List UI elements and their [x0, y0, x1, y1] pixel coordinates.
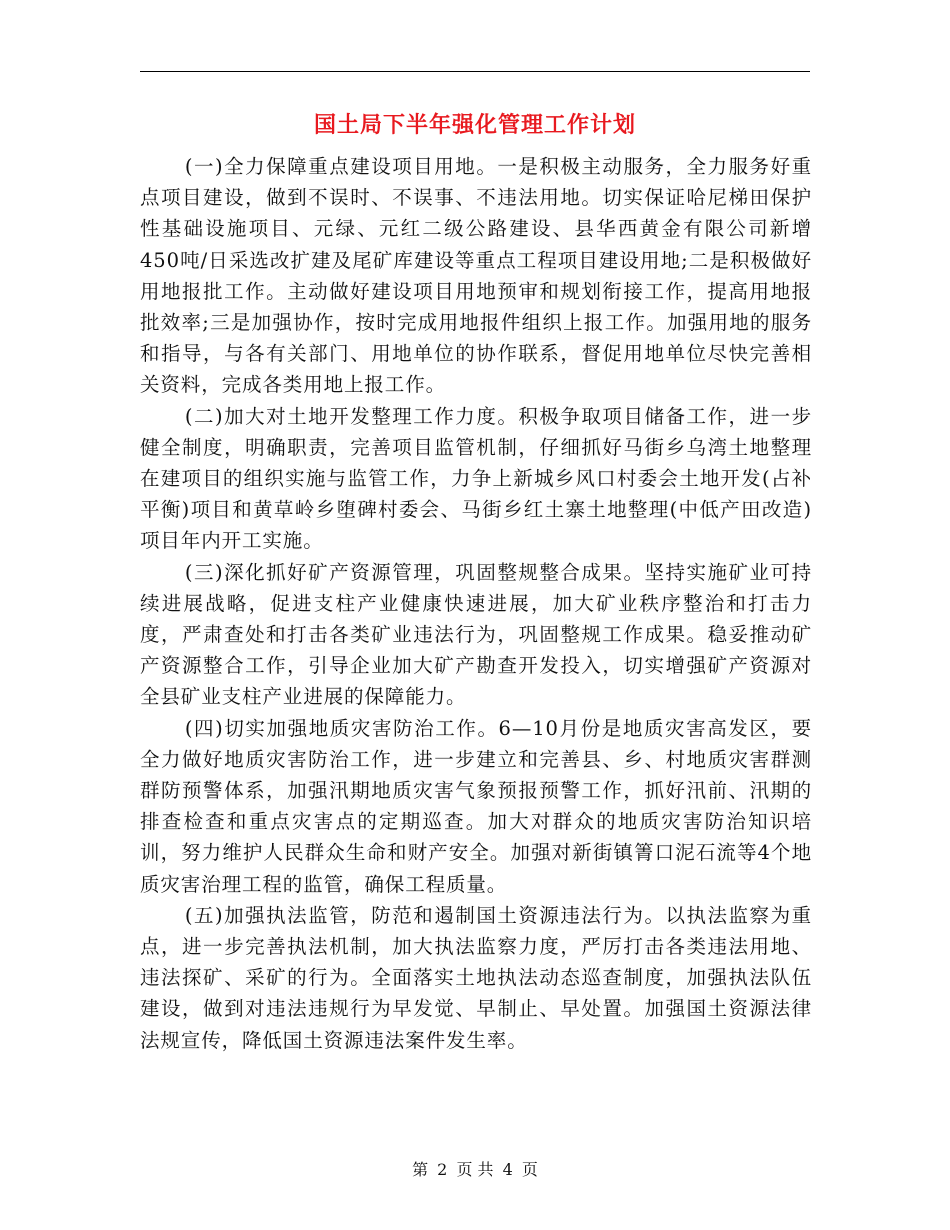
page-current: 2 — [437, 1160, 448, 1179]
document-title: 国土局下半年强化管理工作计划 — [313, 112, 636, 138]
page-footer — [0, 1157, 950, 1180]
paragraph-3: (三)深化抓好矿产资源管理，巩固整规整合成果。坚持实施矿业可持续进展战略，促进支柱产业健康快速进展，加大矿业秩序整治和打击力度，严肃查处和打击各类矿业违法行为，巩固整规工作成果。稳妥推动矿产资源整合工作，引导企业加大矿产勘查开发投入，切实增强矿产资源对全县矿业支柱产业进展的保障能力。 — [140, 560, 812, 709]
paragraph-1: (一)全力保障重点建设项目用地。一是积极主动服务，全力服务好重点项目建设，做到不误时、不误事、不违法用地。切实保证哈尼梯田保护性基础设施项目、元绿、元红二级公路建设、县华西黄金有限公司新增450吨/日采选改扩建及尾矿库建设等重点工程项目建设用地;二是积极做好用地报批工作。主动做好建设项目用地预审和规划衔接工作，提高用地报批效率;三是加强协作，按时完成用地报件组织上报工作。加强用地的服务和指导，与各有关部门、用地单位的协作联系，督促用地单位尽快完善相关资料，完成各类用地上报工作。 — [140, 155, 812, 397]
document-body — [140, 151, 812, 1056]
page-suffix: 页 — [521, 1160, 538, 1179]
paragraph-4: (四)切实加强地质灾害防治工作。6—10月份是地质灾害高发区，要全力做好地质灾害防治工作，进一步建立和完善县、乡、村地质灾害群测群防预警体系，加强汛期地质灾害气象预报预警工作，抓好汛前、汛期的排查检查和重点灾害点的定期巡查。加大对群众的地质灾害防治知识培训，努力维护人民群众生命和财产安全。加强对新街镇箐口泥石流等4个地质灾害治理工程的监管，确保工程质量。 — [140, 716, 812, 896]
header-rule — [140, 71, 810, 72]
paragraph-5: (五)加强执法监管，防范和遏制国土资源违法行为。以执法监察为重点，进一步完善执法机制，加大执法监察力度，严厉打击各类违法用地、违法探矿、采矿的行为。全面落实土地执法动态巡查制度，加强执法队伍建设，做到对违法违规行为早发觉、早制止、早处置。加强国土资源法律法规宣传，降低国土资源违法案件发生率。 — [140, 903, 812, 1052]
paragraph-2: (二)加大对土地开发整理工作力度。积极争取项目储备工作，进一步健全制度，明确职责，完善项目监管机制，仔细抓好马街乡乌湾土地整理在建项目的组织实施与监管工作，力争上新城乡风口村委会土地开发(占补平衡)项目和黄草岭乡堕碑村委会、马街乡红土寨土地整理(中低产田改造)项目年内开工实施。 — [140, 404, 812, 553]
page-mid: 页 共 — [456, 1160, 494, 1179]
page-total: 4 — [502, 1160, 513, 1179]
page-prefix: 第 — [412, 1160, 429, 1179]
